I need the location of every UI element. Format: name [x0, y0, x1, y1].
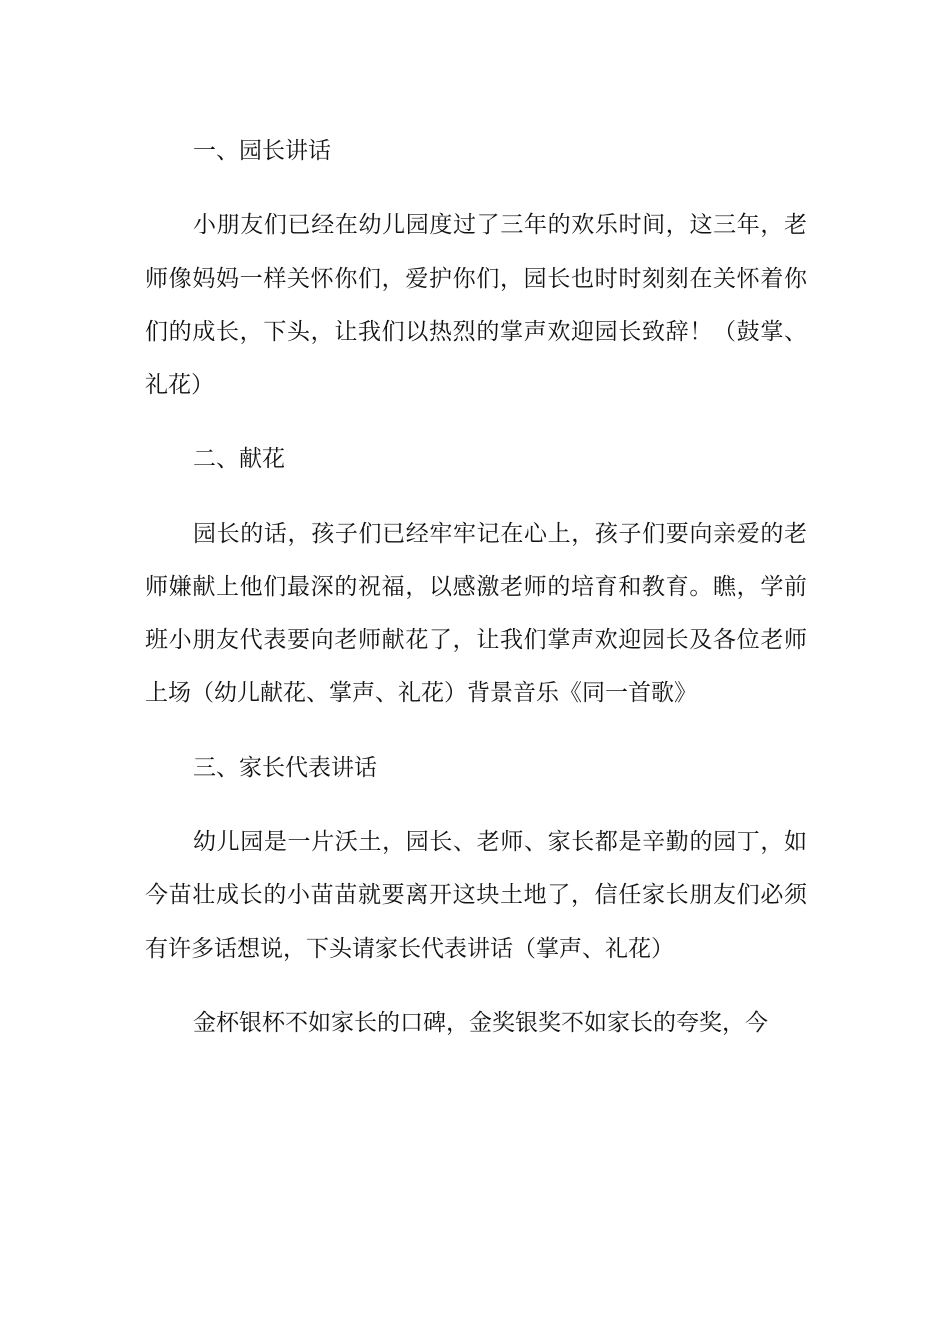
- paragraph-parent-praise: 金杯银杯不如家长的口碑，金奖银奖不如家长的夸奖，今: [193, 1009, 768, 1036]
- paragraph-principal-intro: 小朋友们已经在幼儿园度过了三年的欢乐时间，这三年，老师像妈妈一样关怀你们，爱护你们，园长也时时刻刻在关怀着你们的成长，下头，让我们以热烈的掌声欢迎园长致辞！（鼓掌、礼花）: [145, 212, 807, 398]
- section-heading-flower-presentation: 二、献花: [193, 446, 285, 473]
- paragraph-parent-intro: 幼儿园是一片沃土，园长、老师、家长都是辛勤的园丁，如今苗壮成长的小苗苗就要离开这块土地了，信任家长朋友们必须有许多话想说，下头请家长代表讲话（掌声、礼花）: [145, 829, 807, 962]
- section-heading-parent-speech: 三、家长代表讲话: [193, 754, 377, 781]
- document-body: [145, 125, 807, 1071]
- section-heading-principal-speech: 一、园长讲话: [193, 138, 331, 164]
- paragraph-flower-presentation: 园长的话，孩子们已经牢牢记在心上，孩子们要向亲爱的老师嫌献上他们最深的祝福，以感激老师的培育和教育。瞧，学前班小朋友代表要向老师献花了，让我们掌声欢迎园长及各位老师上场（幼儿献花、掌声、礼花）背景音乐《同一首歌》: [145, 520, 807, 707]
